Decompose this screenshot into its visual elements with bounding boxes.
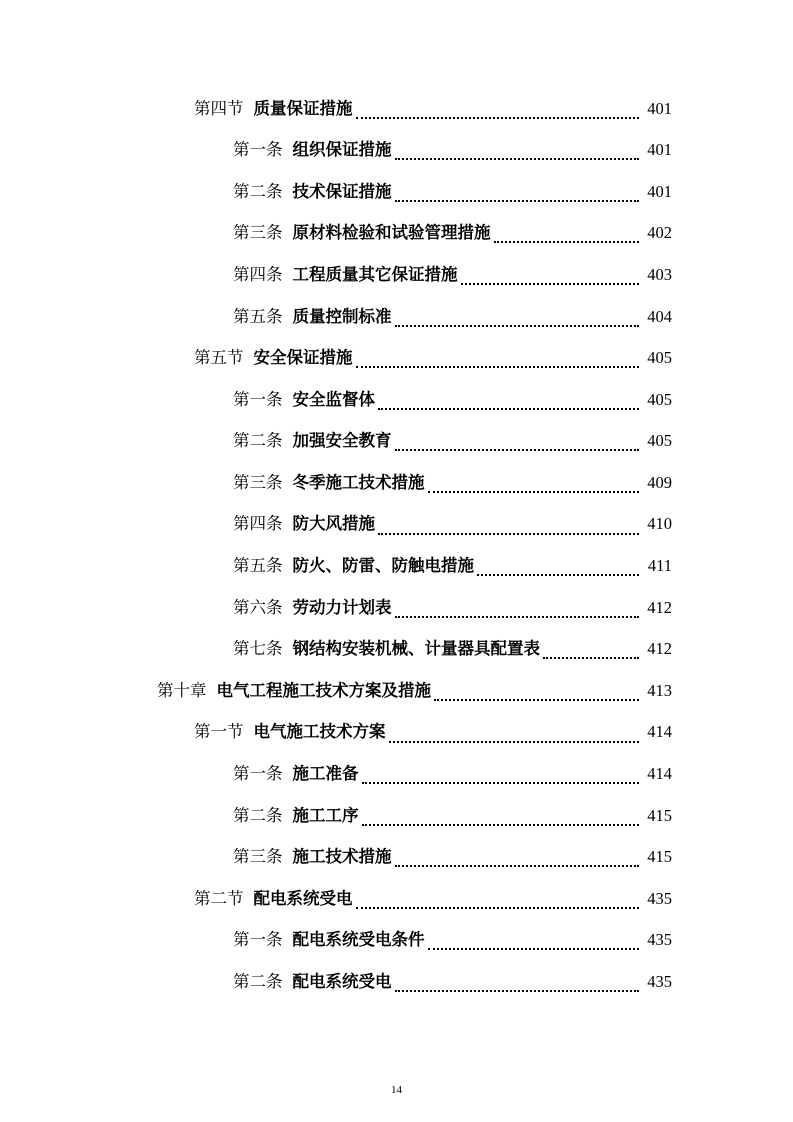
- toc-entry-label: 第四节: [194, 98, 244, 118]
- toc-entry-title: 工程质量其它保证措施: [292, 264, 458, 284]
- toc-entry-page-number: 415: [647, 805, 672, 825]
- page-footer-number: 14: [391, 1084, 402, 1096]
- toc-entry-title: 质量保证措施: [253, 98, 353, 118]
- toc-entry[interactable]: [0, 254, 793, 296]
- toc-entry-label: 第五节: [194, 348, 244, 368]
- dot-leader: [434, 698, 639, 701]
- toc-entry-page-number: 403: [647, 264, 672, 284]
- toc-entry[interactable]: [0, 462, 793, 504]
- dot-leader: [356, 365, 640, 368]
- toc-entry-title: 配电系统受电: [253, 888, 353, 908]
- toc-entry-page-number: 414: [647, 764, 672, 784]
- toc-entry-page-number: 415: [647, 847, 672, 867]
- toc-entry-title: 安全监督体: [292, 389, 375, 409]
- toc-entry-label: 第四条: [233, 264, 283, 284]
- dot-leader: [395, 199, 640, 202]
- toc-entry-label: 第一条: [233, 930, 283, 950]
- toc-entry[interactable]: [0, 171, 793, 213]
- toc-entry-label: 第二条: [233, 972, 283, 992]
- dot-leader: [477, 573, 639, 576]
- toc-entry[interactable]: [0, 670, 793, 712]
- toc-entry[interactable]: [0, 961, 793, 1003]
- toc-entry-page-number: 401: [647, 98, 672, 118]
- toc-entry-title: 防火、防雷、防触电措施: [292, 556, 474, 576]
- toc-entry-title: 技术保证措施: [292, 181, 392, 201]
- toc-entry-page-number: 413: [647, 680, 672, 700]
- toc-entry[interactable]: [0, 837, 793, 879]
- toc-entry-title: 施工技术措施: [292, 847, 392, 867]
- dot-leader: [461, 282, 640, 285]
- dot-leader: [428, 490, 640, 493]
- toc-entry-title: 钢结构安装机械、计量器具配置表: [292, 639, 540, 659]
- toc-entry[interactable]: [0, 379, 793, 421]
- toc-entry-title: 安全保证措施: [253, 348, 353, 368]
- toc-entry[interactable]: [0, 920, 793, 962]
- toc-entry-title: 配电系统受电: [292, 972, 392, 992]
- dot-leader: [494, 240, 640, 243]
- toc-entry[interactable]: [0, 338, 793, 380]
- dot-leader: [395, 448, 640, 451]
- toc-entry-label: 第一节: [194, 722, 244, 742]
- toc-entry-label: 第五条: [233, 556, 283, 576]
- toc-entry-label: 第三条: [233, 223, 283, 243]
- toc-entry[interactable]: [0, 795, 793, 837]
- toc-entry[interactable]: [0, 130, 793, 172]
- toc-entry[interactable]: [0, 213, 793, 255]
- toc-entry-label: 第七条: [233, 639, 283, 659]
- toc-entry[interactable]: [0, 629, 793, 671]
- dot-leader: [395, 864, 640, 867]
- toc-entry-page-number: 405: [647, 431, 672, 451]
- toc-entry[interactable]: [0, 878, 793, 920]
- toc-entry-title: 冬季施工技术措施: [292, 472, 425, 492]
- toc-entry-page-number: 409: [647, 472, 672, 492]
- toc-entry-label: 第一条: [233, 764, 283, 784]
- toc-entry-page-number: 411: [647, 556, 672, 576]
- toc-entry[interactable]: [0, 587, 793, 629]
- toc-entry-page-number: 435: [647, 972, 672, 992]
- toc-entry-title: 劳动力计划表: [292, 597, 392, 617]
- toc-entry-label: 第二条: [233, 181, 283, 201]
- dot-leader: [362, 781, 640, 784]
- dot-leader: [356, 906, 640, 909]
- dot-leader: [356, 116, 640, 119]
- toc-entry-title: 原材料检验和试验管理措施: [292, 223, 491, 243]
- toc-entry-label: 第一条: [233, 140, 283, 160]
- dot-leader: [428, 947, 640, 950]
- dot-leader: [378, 407, 639, 410]
- toc-entry[interactable]: [0, 546, 793, 588]
- toc-entry-label: 第二节: [194, 888, 244, 908]
- toc-entry[interactable]: [0, 712, 793, 754]
- dot-leader: [543, 656, 639, 659]
- toc-entry-page-number: 414: [647, 722, 672, 742]
- toc-entry[interactable]: [0, 296, 793, 338]
- dot-leader: [389, 740, 640, 743]
- toc-entry-title: 组织保证措施: [292, 140, 392, 160]
- toc-entry-title: 电气工程施工技术方案及措施: [216, 680, 431, 700]
- toc-entry-label: 第三条: [233, 847, 283, 867]
- toc-entry-title: 防大风措施: [292, 514, 375, 534]
- dot-leader: [378, 532, 639, 535]
- toc-entry-label: 第一条: [233, 389, 283, 409]
- dot-leader: [362, 823, 640, 826]
- toc-entry-label: 第三条: [233, 472, 283, 492]
- toc-entry-page-number: 405: [647, 348, 672, 368]
- toc-entry-page-number: 435: [647, 888, 672, 908]
- toc-entry-label: 第五条: [233, 306, 283, 326]
- toc-entry-label: 第二条: [233, 431, 283, 451]
- toc-entry-label: 第四条: [233, 514, 283, 534]
- table-of-contents: [0, 88, 793, 1003]
- toc-entry-page-number: 435: [647, 930, 672, 950]
- dot-leader: [395, 324, 640, 327]
- toc-entry-title: 施工工序: [292, 805, 359, 825]
- toc-entry-page-number: 404: [647, 306, 672, 326]
- dot-leader: [395, 615, 640, 618]
- toc-entry-label: 第二条: [233, 805, 283, 825]
- toc-entry-page-number: 410: [647, 514, 672, 534]
- toc-entry-page-number: 412: [647, 639, 672, 659]
- dot-leader: [395, 989, 640, 992]
- toc-entry-label: 第六条: [233, 597, 283, 617]
- toc-entry[interactable]: [0, 88, 793, 130]
- toc-entry-title: 质量控制标准: [292, 306, 392, 326]
- toc-entry-page-number: 405: [647, 389, 672, 409]
- toc-entry-page-number: 402: [647, 223, 672, 243]
- toc-entry[interactable]: [0, 504, 793, 546]
- toc-entry-label: 第十章: [157, 680, 207, 700]
- toc-entry[interactable]: [0, 421, 793, 463]
- toc-entry-page-number: 401: [647, 140, 672, 160]
- toc-entry-title: 配电系统受电条件: [292, 930, 425, 950]
- dot-leader: [395, 157, 640, 160]
- toc-entry[interactable]: [0, 754, 793, 796]
- toc-entry-title: 加强安全教育: [292, 431, 392, 451]
- toc-entry-title: 施工准备: [292, 764, 359, 784]
- toc-entry-page-number: 401: [647, 181, 672, 201]
- toc-entry-page-number: 412: [647, 597, 672, 617]
- toc-entry-title: 电气施工技术方案: [253, 722, 386, 742]
